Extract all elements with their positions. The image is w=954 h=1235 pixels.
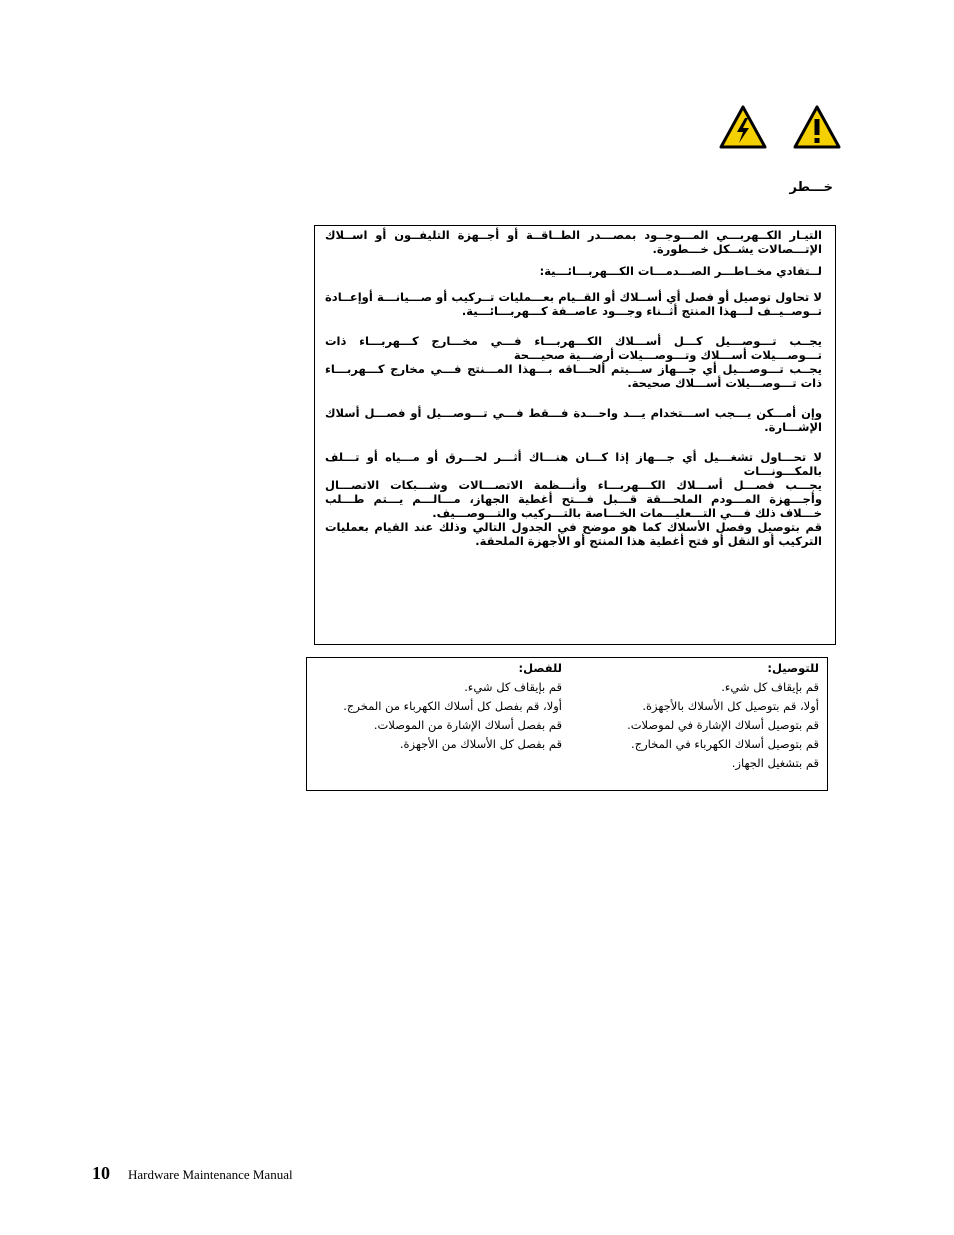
list-item: قم بفصل أسلاك الإشارة من الموصلات.	[373, 718, 562, 732]
danger-heading: خـــطر	[789, 180, 833, 195]
list-item: قم بتشغيل الجهاز.	[731, 756, 819, 770]
danger-notice-box	[314, 225, 836, 645]
disconnect-steps	[312, 678, 562, 754]
danger-paragraph: قم بتوصيل وفصل الأسلاك كما هو موضح في الجدول التالي وذلك عند القيام بعمليات التركيب أو النقل أو فتح أغطية هذا المنتج أو الأجهزة الملحقة.	[325, 520, 822, 548]
list-item: قم بفصل كل الأسلاك من الأجهزة.	[399, 737, 562, 751]
page-footer	[92, 1163, 293, 1184]
list-item: قم بتوصيل أسلاك الكهرباء في المخارج.	[631, 737, 819, 751]
connect-disconnect-table	[306, 657, 828, 791]
connect-column	[569, 658, 819, 773]
list-item: أولا، قم بفصل كل أسلاك الكهرباء من المخرج.	[343, 699, 562, 713]
danger-paragraph: يجــب تـــوصـــيل أي جـــهاز ســـيتم ألحـــاقه بـــهذا المـــنتج فـــي مخارج كـــهربـــاء ذات تـــوصـــيلات أســـلاك صحيحة.	[325, 362, 822, 390]
list-item: قم بتوصيل أسلاك الإشارة في لموصلات.	[627, 718, 819, 732]
list-item: قم بإيقاف كل شيء.	[464, 680, 562, 694]
disconnect-column	[312, 658, 562, 754]
exclamation-bar	[815, 119, 820, 135]
danger-paragraph: لا تحـــاول تشغـــيل أي جـــهاز إذا كـــان هنـــاك أثـــر لحـــرق أو مـــياه أو تـــلف بالمكـــونـــات	[325, 450, 822, 478]
disconnect-heading: للفصل:	[518, 661, 562, 675]
connect-heading: للتوصيل:	[767, 661, 819, 675]
danger-paragraph: وإن أمـــكن يـــجب اســـتخدام يـــد واحـــدة فـــقط فـــي تـــوصـــيل أو فصـــل أسلاك الإشـــارة.	[325, 406, 822, 434]
danger-paragraph: يجـــب فصـــل أســـلاك الكـــهربـــاء وأنـــظمة الاتصـــالات وشـــبكات الاتصـــال وأجـــهزة المـــودم الملحـــقة قـــبل فـــتح أغطية الجهاز، مـــالـــم يـــتم طـــلب خـــلاف ذلك فـــي التـــعليـــمات الخـــاصة بالتـــركيب والتـــوصـــيف.	[325, 478, 822, 520]
page-number: 10	[92, 1163, 110, 1183]
list-item: قم بإيقاف كل شيء.	[721, 680, 819, 694]
danger-paragraph: التيـار الكــهربـــي المـــوجــود بمصـــدر الطــاقــة أو أجــهزة التليفــون أو اســلاك الإتـــصالات يشــكل خـــطورة.	[325, 228, 822, 256]
connect-steps	[569, 678, 819, 773]
book-title: Hardware Maintenance Manual	[128, 1167, 293, 1182]
hazard-icons	[719, 104, 841, 150]
list-item: أولا، قم بتوصيل كل الأسلاك بالأجهزة.	[642, 699, 819, 713]
danger-paragraph: لــتفادي مخــاطـــر الصـــدمـــات الكـــهربـــائـــية:	[539, 264, 822, 278]
electrical-hazard-icon	[719, 104, 767, 150]
warning-exclamation-icon	[793, 104, 841, 150]
exclamation-dot	[815, 138, 820, 143]
danger-paragraph: لا تحاول توصيل أو فصل أي أســلاك أو القــيام بعـــمليات تــركيب أو صـــيانـــة أوإعــادة تــوصــيــف لـــهذا المنتج أثــناء وجـــود عاصــفة كـــهربـــائـــية.	[325, 290, 822, 318]
danger-paragraph: يجــب تـــوصـــيل كـــل أســـلاك الكـــهربـــاء فـــي مخـــارج كـــهربـــاء ذات تـــوصـــيلات أســـلاك وتـــوصـــيلات أرضـــية صحيـــحة	[325, 334, 822, 362]
